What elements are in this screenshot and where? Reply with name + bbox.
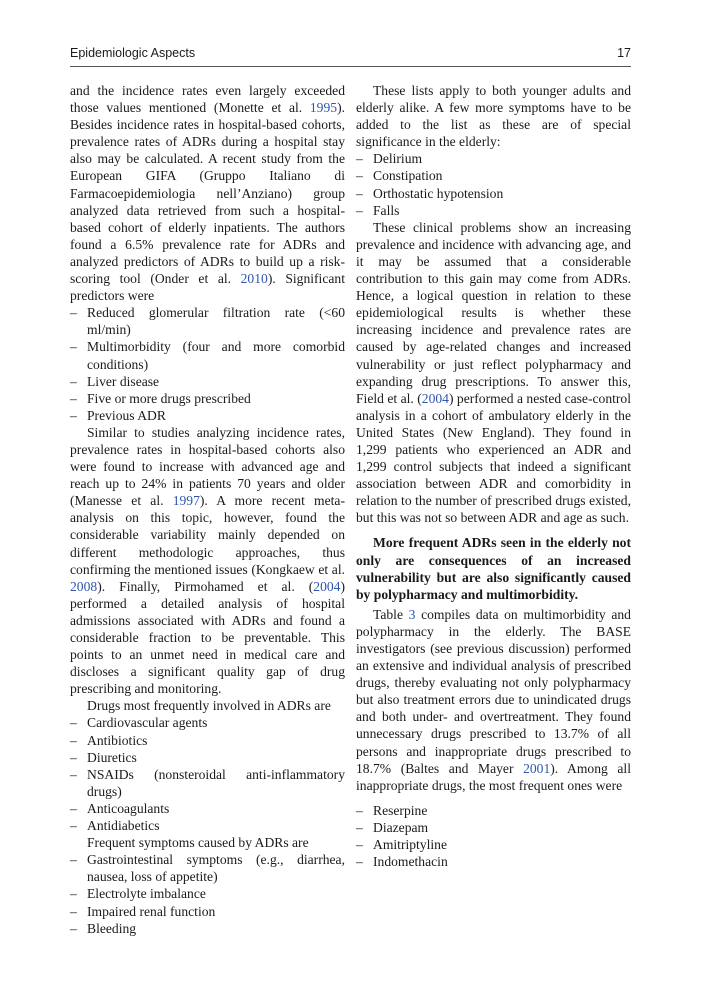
elderly-symptoms-list (356, 150, 631, 218)
citation-link[interactable]: 2004 (313, 578, 341, 594)
key-statement: More frequent ADRs seen in the elderly not only are consequences of an increased vulnerability but are also significantly caused by polypharmacy and multimorbidity. (356, 535, 631, 602)
header-rule (70, 66, 631, 67)
list-item: – Gastrointestinal symptoms (e.g., diarrhea, nausea, loss of appetite) (70, 851, 345, 885)
list-item: – Reserpine (356, 802, 631, 819)
paragraph: These clinical problems show an increasing prevalence and incidence with advancing age, and it may be assumed that a considerable contribution to this gain may come from ADRs. Hence, a logical question in relation to these epidemiological results is whether these increasing incidence and prevalence rates are caused by age-related changes and increased vulnerability or just reflect polypharmacy and expanding drug prescriptions. To answer this, Field et al. (2004) performed a nested case-control analysis in a cohort of ambulatory elderly in the United States (New England). They found in 1,299 patients who experienced an ADR and 1,299 control subjects that indeed a significant association between ADR and comorbidity in relation to the number of prescribed drugs existed, but this was not so between ADR and age as such. (356, 219, 632, 526)
citation-link[interactable]: 2001 (523, 760, 551, 776)
drugs-list (70, 714, 345, 834)
citation-link[interactable]: 1995 (309, 100, 338, 116)
paragraph: Table 3 compiles data on multimorbidity and polypharmacy in the elderly. The BASE investigators (see previous discussion) performed an extensive and individual analysis of prescribed drugs, thereby evaluating not only polypharmacy but also treatment errors due to unindicated drugs and both under- and overtreatment. They found unnecessary drugs prescribed to 13.7% of all persons and inappropriate drugs prescribed to 18.7% (Baltes and Mayer 2001). Among all inappropriate drugs, the most frequent ones were (356, 606, 631, 793)
symptoms-list (70, 851, 345, 936)
table-link[interactable]: 3 (408, 606, 416, 622)
running-header (70, 46, 631, 64)
citation-link[interactable]: 2004 (421, 390, 449, 406)
right-column (356, 82, 631, 870)
list-item: – Electrolyte imbalance (70, 885, 345, 902)
left-column (70, 82, 345, 937)
list-item: – Constipation (356, 167, 631, 184)
symptoms-intro: Frequent symptoms caused by ADRs are (87, 835, 309, 851)
running-title: Epidemiologic Aspects (70, 46, 196, 60)
list-item: – Bleeding (70, 920, 345, 937)
list-item: – Multimorbidity (four and more comorbid conditions) (70, 338, 345, 372)
list-item: – Diuretics (70, 749, 345, 766)
list-item: – Reduced glomerular filtration rate (<60 ml/min) (70, 304, 345, 338)
paragraph: and the incidence rates even largely exceeded those values mentioned (Monette et al. 1995). Besides incidence rates in hospital-based cohorts, prevalence rates of ADRs during a hospital stay also may be calculated. A recent study from the European GIFA (Gruppo Italiano di Farmacoepidemiologia nell’Anziano) group analyzed data retrieved from such a hospital-based cohort of elderly inpatients. The authors found a 6.5% prevalence rate for ADRs and analyzed predictors of ADRs to build up a risk-scoring tool (Onder et al. 2010). Significant predictors were (70, 83, 345, 304)
list-item: – NSAIDs (nonsteroidal anti-inflammatory drugs) (70, 766, 345, 800)
citation-link[interactable]: 1997 (172, 493, 200, 509)
list-item: – Amitriptyline (356, 836, 631, 853)
page-number: 17 (617, 46, 631, 60)
list-item: – Diazepam (356, 819, 631, 836)
citation-link[interactable]: 2008 (70, 578, 98, 594)
list-item: – Previous ADR (70, 407, 345, 424)
list-item: – Indomethacin (356, 853, 631, 870)
list-item: – Anticoagulants (70, 800, 345, 817)
list-item: – Orthostatic hypotension (356, 185, 631, 202)
list-item: – Five or more drugs prescribed (70, 390, 345, 407)
list-item: – Antidiabetics (70, 817, 345, 834)
list-item: – Antibiotics (70, 732, 345, 749)
drugs-intro: Drugs most frequently involved in ADRs are (87, 698, 331, 714)
list-item: – Delirium (356, 150, 631, 167)
list-item: – Impaired renal function (70, 903, 345, 920)
paragraph: These lists apply to both younger adults and elderly alike. A few more symptoms have to be added to the list as these are of special significance in the elderly: (356, 83, 631, 150)
inappropriate-drugs-list (356, 802, 631, 870)
citation-link[interactable]: 2010 (240, 271, 268, 287)
list-item: – Liver disease (70, 373, 345, 390)
list-item: – Cardiovascular agents (70, 714, 345, 731)
list-item: – Falls (356, 202, 631, 219)
paragraph: Similar to studies analyzing incidence rates, prevalence rates in hospital-based cohorts also were found to increase with advanced age and reach up to 24% in patients 70 years and older (Manesse et al. 1997). A more recent meta-analysis on this topic, however, found the considerable variability mainly depended on different methodologic approaches, thus confirming the mentioned issues (Kongkaew et al. 2008). Finally, Pirmohamed et al. (2004) performed a detailed analysis of hospital admissions associated with ADRs and found a considerable fraction to be preventable. This points to an unmet need in medical care and discloses a significant quality gap of drug prescribing and monitoring. (70, 424, 345, 697)
predictors-list (70, 304, 345, 424)
